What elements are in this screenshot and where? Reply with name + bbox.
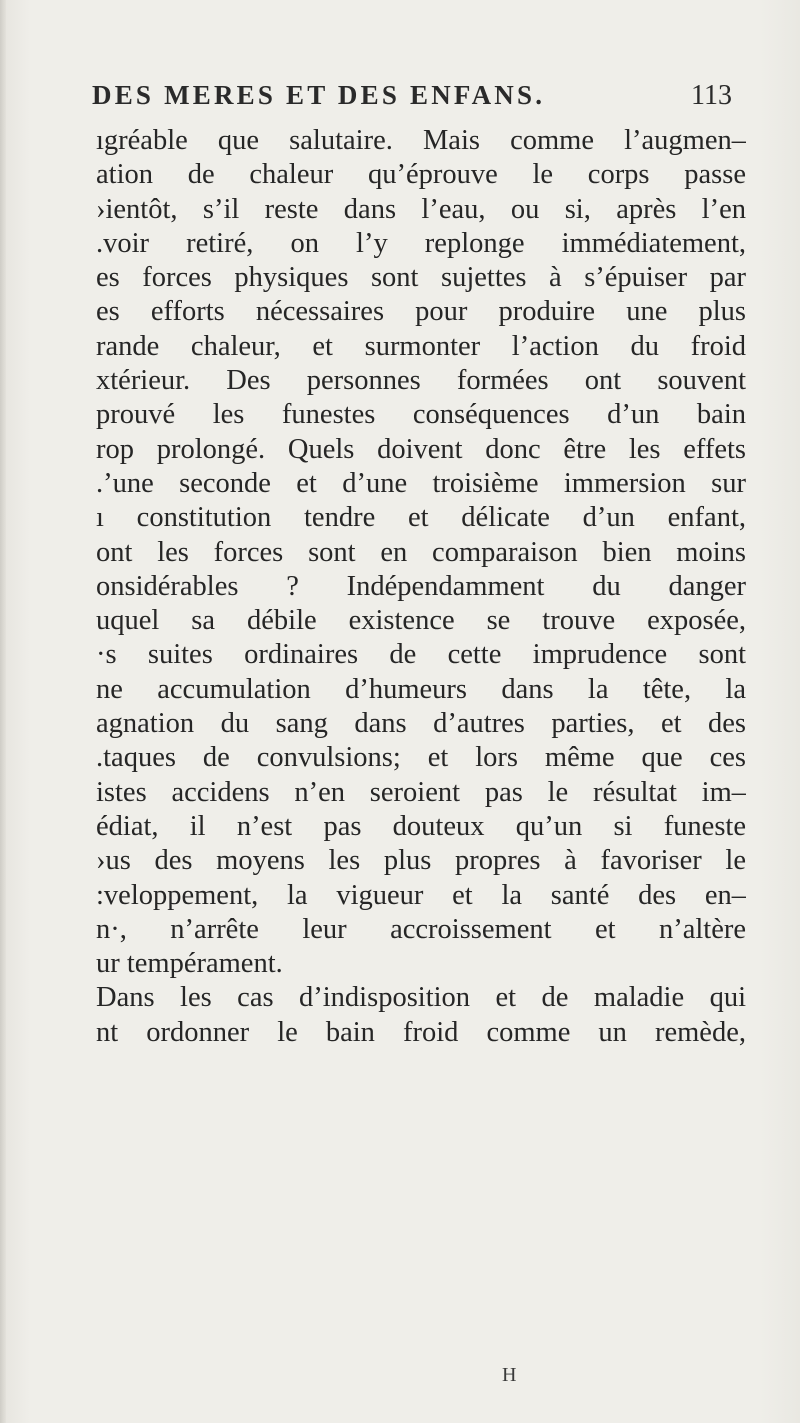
text-line-4: .voir retiré, on l’y replonge immédiatement, bbox=[96, 227, 746, 259]
text-line-1: ıgréable que salutaire. Mais comme l’augmen– bbox=[96, 125, 746, 156]
text-line-25: ur tempérament. bbox=[96, 948, 283, 980]
text-line-19: .taques de convulsions; et lors même que ces bbox=[96, 742, 746, 774]
page-number: 113 bbox=[691, 80, 732, 111]
text-line-21: édiat, il n’est pas douteux qu’un si funeste bbox=[96, 810, 746, 842]
text-line-5: es forces physiques sont sujettes à s’épuiser par bbox=[96, 262, 746, 294]
text-line-22: ›us des moyens les plus propres à favoriser le bbox=[96, 845, 746, 877]
text-line-18: agnation du sang dans d’autres parties, et des bbox=[96, 708, 746, 740]
text-line-20: istes accidens n’en seroient pas le résultat im– bbox=[96, 776, 746, 808]
page-gutter-shadow bbox=[0, 0, 6, 1423]
running-title: DES MERES ET DES ENFANS. bbox=[92, 80, 546, 110]
text-line-7: rande chaleur, et surmonter l’action du froid bbox=[96, 330, 746, 362]
text-line-24: n·, n’arrête leur accroissement et n’altère bbox=[96, 913, 746, 945]
text-line-10: rop prolongé. Quels doivent donc être les effets bbox=[96, 433, 746, 465]
text-line-16: ·s suites ordinaires de cette imprudence sont bbox=[96, 639, 746, 671]
text-line-17: ne accumulation d’humeurs dans la tête, la bbox=[96, 673, 746, 705]
text-line-27: nt ordonner le bain froid comme un remède, bbox=[96, 1016, 746, 1048]
body-text bbox=[96, 124, 746, 1050]
text-line-3: ›ientôt, s’il reste dans l’eau, ou si, après l’en bbox=[96, 193, 746, 225]
text-line-11: .’une seconde et d’une troisième immersion sur bbox=[96, 467, 746, 499]
text-line-12: ı constitution tendre et délicate d’un enfant, bbox=[96, 502, 746, 534]
text-line-9: prouvé les funestes conséquences d’un bain bbox=[96, 399, 746, 431]
text-line-23: :veloppement, la vigueur et la santé des en– bbox=[96, 879, 746, 911]
signature-mark: H bbox=[502, 1364, 517, 1386]
text-line-14: onsidérables ? Indépendamment du danger bbox=[96, 570, 746, 602]
text-line-6: es efforts nécessaires pour produire une plus bbox=[96, 296, 746, 328]
text-line-13: ont les forces sont en comparaison bien moins bbox=[96, 536, 746, 568]
text-line-26: Dans les cas d’indisposition et de maladie qui bbox=[96, 982, 746, 1014]
text-line-8: xtérieur. Des personnes formées ont souvent bbox=[96, 365, 746, 397]
text-line-2: ation de chaleur qu’éprouve le corps passe bbox=[96, 159, 746, 191]
text-line-15: uquel sa débile existence se trouve exposée, bbox=[96, 605, 746, 637]
running-head bbox=[92, 80, 732, 120]
